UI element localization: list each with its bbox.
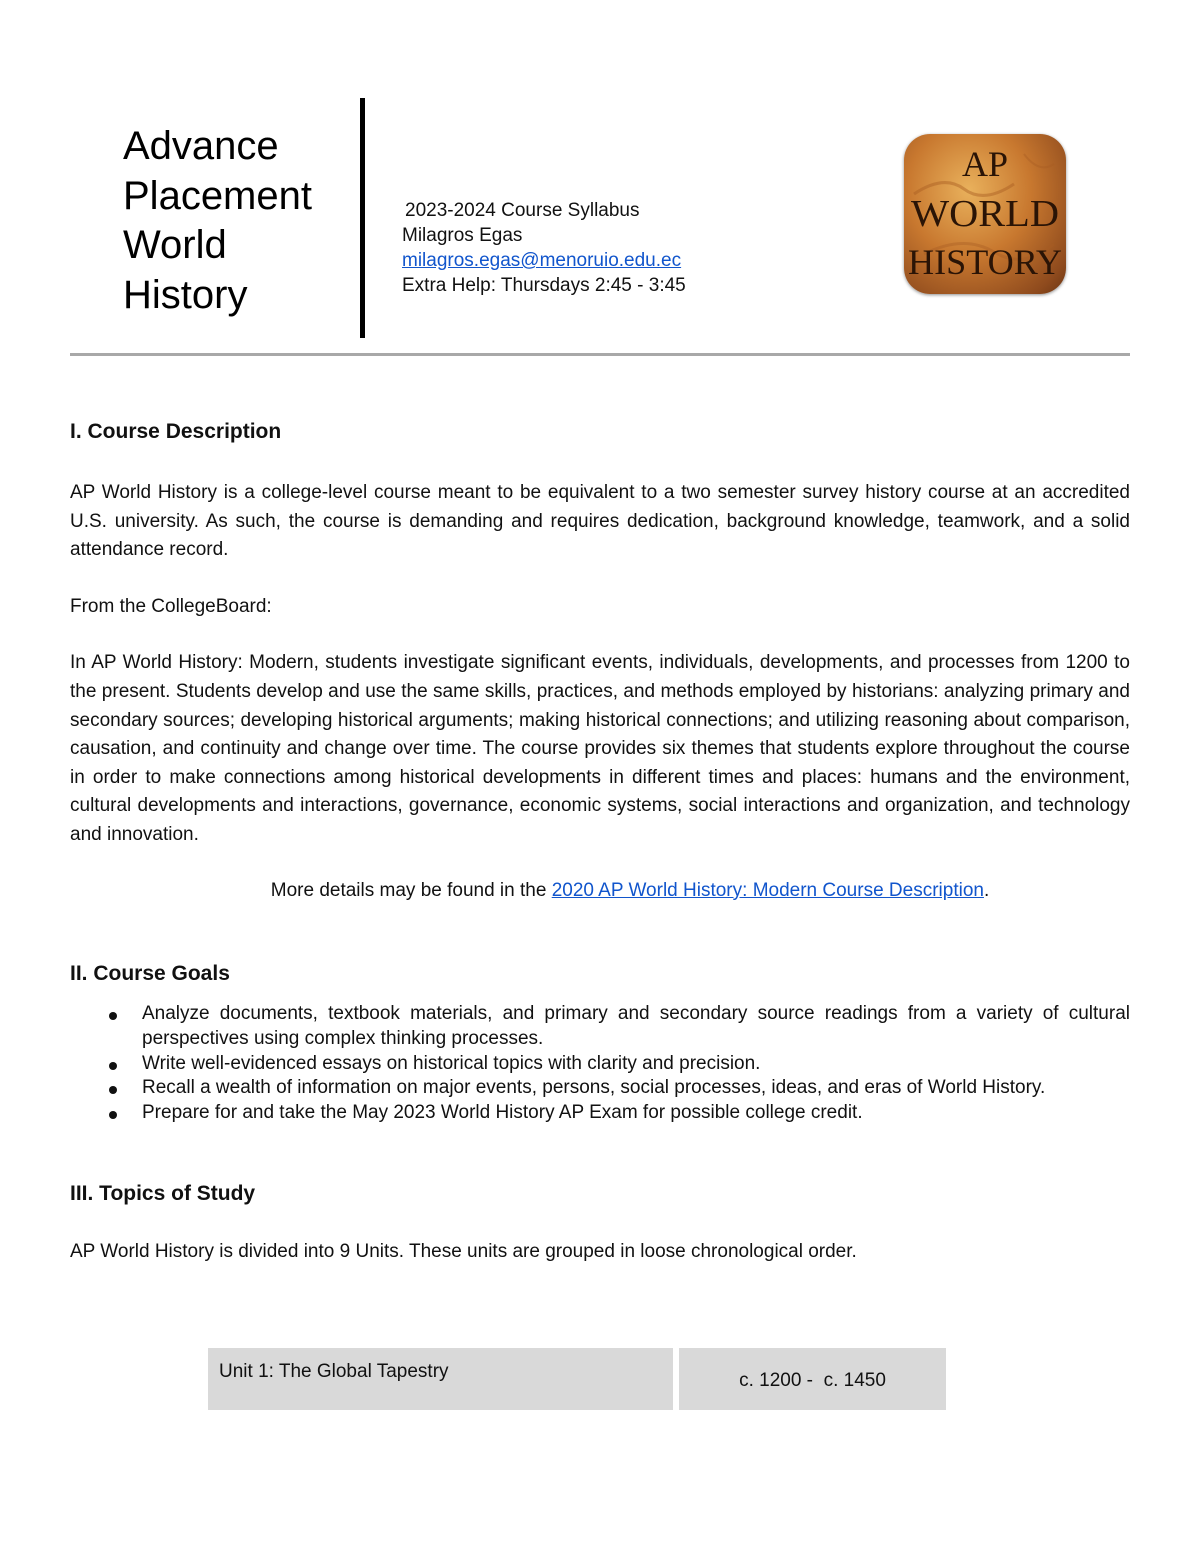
- section-heading: III. Topics of Study: [70, 1181, 256, 1205]
- ap-world-history-logo-icon: [904, 134, 1066, 294]
- teacher-name: Milagros Egas: [402, 225, 523, 246]
- course-description-paragraph: AP World History is a college-level course meant to be equivalent to a two semester survey history course at an accredited U.S. university. As such, the course is demanding and requires dedication, background knowledge, teamwork, and a solid attendance record.: [70, 482, 1130, 561]
- logo-line-history: HISTORY: [908, 242, 1062, 282]
- list-item: [70, 1052, 1130, 1077]
- list-item: [70, 1076, 1130, 1101]
- list-item: [70, 1101, 1130, 1126]
- bullet-icon: [109, 1111, 117, 1119]
- logo-line-ap: AP: [961, 144, 1009, 184]
- table-row: [208, 1348, 948, 1410]
- header-horizontal-rule: [70, 353, 1130, 356]
- goal-text: Recall a wealth of information on major events, persons, social processes, ideas, and eras of World History.: [142, 1077, 1046, 1099]
- unit-name-cell: [208, 1348, 673, 1410]
- extra-help-hours: Extra Help: Thursdays 2:45 - 3:45: [402, 275, 686, 296]
- teacher-email-link[interactable]: milagros.egas@menoruio.edu.ec: [402, 250, 682, 271]
- unit-dates-cell: [679, 1348, 946, 1410]
- collegeboard-description: In AP World History: Modern, students investigate significant events, individuals, developments, and processes from 1200 to the present. Students develop and use the same skills, practices, and methods employed by historians: analyzing primary and secondary sources; developing historical arguments; making historical connections; and utilizing reasoning about comparison, causation, and continuity and change over time. The course provides six themes that students explore throughout the course in order to make connections among historical developments in different times and places: humans and the environment, cultural developments and interactions, governance, economic systems, social interactions and organization, and technology and innovation.: [70, 652, 1130, 845]
- bullet-icon: [109, 1062, 117, 1070]
- course-goals-section: [70, 960, 1130, 1126]
- section-heading: I. Course Description: [70, 420, 282, 443]
- unit-dates: c. 1200 - c. 1450: [739, 1370, 886, 1391]
- goal-text: Analyze documents, textbook materials, and primary and secondary source readings from a variety of cultural perspectives using complex thinking processes.: [142, 1003, 1130, 1049]
- bullet-icon: [109, 1086, 117, 1094]
- list-item: [70, 1002, 1130, 1051]
- goal-text: Write well-evidenced essays on historical topics with clarity and precision.: [142, 1052, 761, 1074]
- goal-text: Prepare for and take the May 2023 World History AP Exam for possible college credit.: [142, 1101, 863, 1123]
- course-title-line: History: [123, 272, 248, 317]
- syllabus-year: 2023-2024 Course Syllabus: [405, 200, 640, 221]
- more-details-period: .: [983, 879, 990, 901]
- syllabus-body: [70, 418, 1130, 1266]
- course-description-link[interactable]: 2020 AP World History: Modern Course Description: [551, 879, 984, 901]
- syllabus-header: [0, 0, 1200, 360]
- bullet-icon: [109, 1012, 117, 1020]
- logo-line-world: WORLD: [911, 193, 1059, 235]
- course-goals-list: [70, 1002, 1130, 1126]
- more-details-text: More details may be found in the: [270, 879, 552, 901]
- topics-of-study-section: [70, 1180, 1130, 1267]
- unit-name: Unit 1: The Global Tapestry: [219, 1361, 449, 1382]
- course-title-line: Advance: [123, 124, 279, 168]
- logo-graphic: [904, 134, 1066, 294]
- course-title-line: Placement: [123, 173, 312, 218]
- more-details-note: [70, 877, 1130, 906]
- course-description-section: [70, 418, 1130, 905]
- course-info: [402, 198, 686, 298]
- topics-intro: AP World History is divided into 9 Units. These units are grouped in loose chronological order.: [70, 1240, 857, 1262]
- collegeboard-intro: From the CollegeBoard:: [70, 595, 272, 617]
- section-heading: II. Course Goals: [70, 962, 230, 986]
- header-vertical-divider: [360, 98, 365, 338]
- course-title: [123, 122, 312, 320]
- course-title-line: World: [123, 223, 227, 267]
